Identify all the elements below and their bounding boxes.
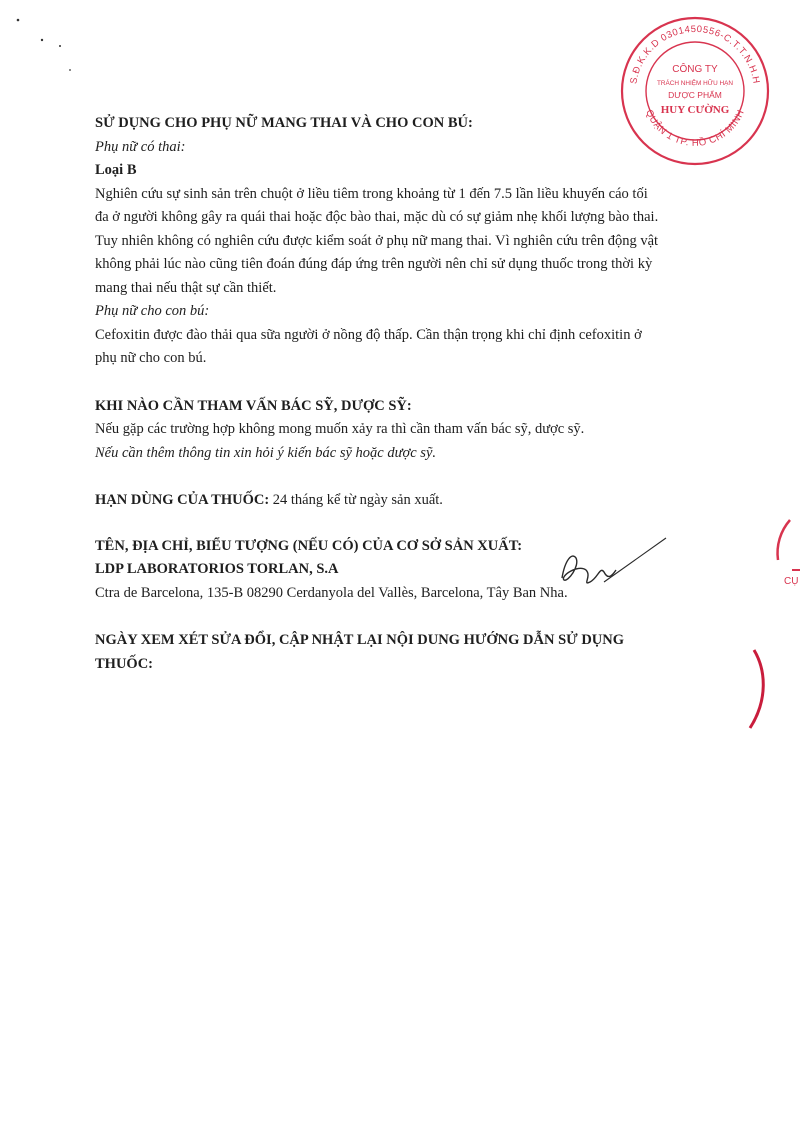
- pregnancy-category: Loại B: [95, 162, 137, 178]
- subheading-pregnant: Phụ nữ có thai:: [95, 138, 186, 155]
- scan-speckles: [0, 0, 120, 80]
- pregnancy-text-line: Tuy nhiên không có nghiên cứu được kiểm soát ở phụ nữ mang thai. Vì nghiên cứu trên động vật: [95, 232, 659, 249]
- stamp-bottom-ring-text: QUẬN 1 TP. HỒ CHÍ MINH: [643, 108, 747, 149]
- heading-consult: KHI NÀO CẦN THAM VẤN BÁC SỸ, DƯỢC SỸ:: [95, 397, 412, 414]
- svg-text:CỤ: CỤ: [784, 576, 799, 587]
- manufacturer-address: Ctra de Barcelona, 135-B 08290 Cerdanyola del Vallès, Barcelona, Tây Ban Nha.: [95, 584, 568, 601]
- shelf-life: [95, 489, 735, 513]
- consult-text: Nếu gặp các trường hợp không mong muốn xảy ra thì cần tham vấn bác sỹ, dược sỹ.: [95, 421, 585, 437]
- stamp-line-name: HUY CƯỜNG: [660, 104, 730, 116]
- pregnancy-text-line: Nghiên cứu sự sinh sản trên chuột ở liều tiêm trong khoảng từ 1 đến 7.5 lần liều khuyến cáo tối: [95, 185, 648, 202]
- partial-stamp-edge: [730, 500, 800, 760]
- heading-manufacturer: TÊN, ĐỊA CHỈ, BIỂU TƯỢNG (NẾU CÓ) CỦA CƠ SỞ SẢN XUẤT:: [95, 537, 523, 554]
- pregnancy-text-line: đa ở người không gây ra quái thai hoặc độc bào thai, mặc dù có sự giảm nhẹ khối lượng bào thai.: [95, 209, 659, 225]
- stamp-line-field: DƯỢC PHẨM: [668, 90, 722, 100]
- heading-pregnancy: SỬ DỤNG CHO PHỤ NỮ MANG THAI VÀ CHO CON BÚ:: [95, 115, 473, 131]
- nursing-text-line: phụ nữ cho con bú.: [95, 350, 207, 366]
- signature: [520, 530, 670, 600]
- shelf-life-value: 24 tháng kể từ ngày sản xuất.: [269, 492, 443, 508]
- shelf-life-label: HẠN DÙNG CỦA THUỐC:: [95, 492, 270, 508]
- pregnancy-text-line: mang thai nếu thật sự cần thiết.: [95, 279, 277, 296]
- stamp-line-company: CÔNG TY: [672, 64, 718, 75]
- nursing-text-line: Cefoxitin được đào thải qua sữa người ở nồng độ thấp. Cần thận trọng khi chỉ định cefoxitin ở: [95, 326, 642, 343]
- heading-review-date: NGÀY XEM XÉT SỬA ĐỔI, CẬP NHẬT LẠI NỘI DUNG HƯỚNG DẪN SỬ DỤNG: [95, 632, 625, 648]
- manufacturer-name: LDP LABORATORIOS TORLAN, S.A: [95, 561, 339, 577]
- pregnancy-text-line: không phải lúc nào cũng tiên đoán đúng đáp ứng trên người nên chỉ sử dụng thuốc trong thời kỳ: [95, 256, 653, 272]
- consult-note: Nếu cần thêm thông tin xin hỏi ý kiến bác sỹ hoặc dược sỹ.: [95, 444, 437, 461]
- stamp-outer-ring-text: S.Đ.K.K.D 0301450556-C.T.T.N.H.H: [628, 23, 762, 85]
- heading-review-date-cont: THUỐC:: [95, 655, 153, 672]
- subheading-nursing: Phụ nữ cho con bú:: [95, 303, 210, 319]
- stamp-line-type: TRÁCH NHIỆM HỮU HẠN: [656, 80, 734, 87]
